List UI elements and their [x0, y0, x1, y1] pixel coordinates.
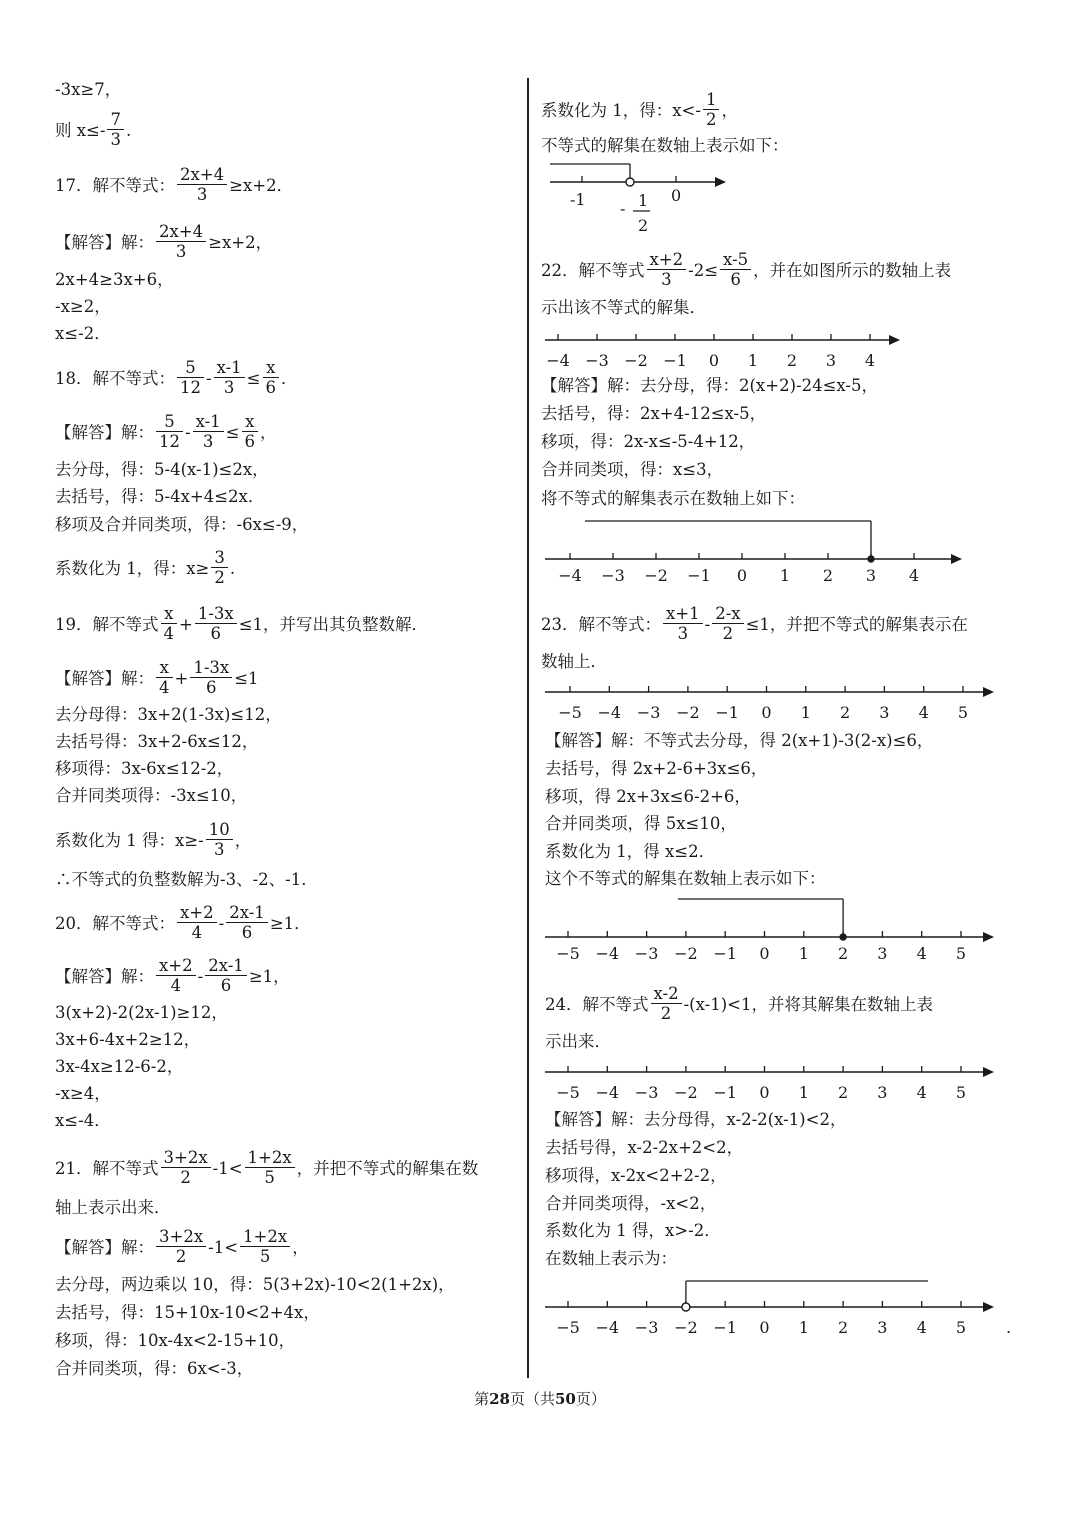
page-footer: 第28页（共50页） — [474, 1390, 606, 1408]
tick-label: -1 — [570, 190, 586, 209]
answer-20-step: 3x-4x≥12-6-2， — [55, 1057, 184, 1076]
answer-24-step: 去括号得，x-2-2x+2<2， — [545, 1138, 744, 1157]
tick-label: −3 — [634, 1083, 659, 1102]
tick-label: −1 — [713, 944, 737, 963]
answer-24-step: 合并同类项得，-x<2， — [545, 1194, 717, 1213]
answer-24-step: 在数轴上表示为： — [545, 1249, 677, 1268]
axis-arrow — [983, 932, 994, 942]
answer-23-step: 移项，得 2x+3x≤6-2+6， — [545, 787, 751, 806]
fraction: $\frac{2x+4}{3}$ — [177, 165, 227, 204]
tick-label: 2 — [822, 566, 834, 585]
column-divider — [527, 78, 529, 1378]
answer-18-step: 系数化为 1，得：x≥ $\frac{3}{2}$ . — [55, 548, 236, 587]
trailing-period: . — [1006, 1318, 1012, 1337]
axis-arrow — [951, 554, 962, 564]
tick-label: 2 — [838, 1083, 849, 1102]
tick-label: −4 — [595, 1318, 620, 1337]
answer-20-step: 3x+6-4x+2≥12， — [55, 1030, 201, 1049]
answer-21-step: 去分母，两边乘以 10，得：5(3+2x)-10<2(1+2x)， — [55, 1275, 455, 1294]
answer-19-step: 移项得：3x-6x≤12-2， — [55, 759, 234, 778]
tick-label: −2 — [674, 1083, 698, 1102]
right-line-1: 系数化为 1，得：x<- $\frac{1}{2}$ ， — [541, 90, 738, 129]
answer-19: 【解答】解： $\frac{x}{4}$ + $\frac{1-3x}{6}$ ≤1 — [55, 658, 259, 697]
tick-label: 1 — [798, 944, 809, 963]
answer-18-step: 移项及合并同类项，得：-6x≤-9， — [55, 515, 309, 534]
tick-label: 3 — [865, 566, 877, 585]
problem-21-line2: 轴上表示出来． — [55, 1198, 171, 1217]
answer-24-step: 【解答】解：去分母得，x-2-2(x-1)<2， — [545, 1110, 847, 1129]
tick-label: −1 — [713, 1083, 737, 1102]
tick-label: 4 — [864, 351, 876, 370]
tick-label: 3 — [879, 703, 890, 722]
tick-label: −1 — [715, 703, 739, 722]
answer-21-step: 移项，得：10x-4x<2-15+10， — [55, 1331, 296, 1350]
tick-label: 0 — [759, 944, 770, 963]
tick-label: −1 — [713, 1318, 737, 1337]
tick-label: −5 — [558, 703, 582, 722]
answer-22-step: 将不等式的解集表示在数轴上如下： — [541, 489, 805, 508]
problem-22-line2: 示出该不等式的解集． — [541, 298, 706, 317]
fraction: $\frac{2x+4}{3}$ — [156, 222, 206, 261]
answer-18-step: 去分母，得：5-4(x-1)≤2x， — [55, 460, 269, 479]
problem-22: 22．解不等式 $\frac{x+2}{3}$ -2≤ $\frac{x-5}{6}$ ，并在如图所示的数轴上表 — [541, 250, 952, 289]
tick-label: 0 — [671, 186, 682, 205]
tick-label: −4 — [546, 351, 570, 370]
open-endpoint — [682, 1303, 690, 1311]
tick-label: 0 — [708, 351, 720, 370]
tick-label: 1 — [638, 191, 649, 210]
tick-label: 2 — [638, 216, 649, 235]
tick-label: −3 — [585, 351, 609, 370]
answer-19-step: 系数化为 1 得：x≥- $\frac{10}{3}$ ， — [55, 820, 252, 859]
tick-label: 4 — [916, 1318, 927, 1337]
axis-arrow — [889, 335, 900, 345]
tick-label: −2 — [676, 703, 700, 722]
answer-23-step: 【解答】解：不等式去分母，得 2(x+1)-3(2-x)≤6， — [545, 731, 934, 750]
axis-arrow — [983, 1302, 994, 1312]
fraction: $\frac{7}{3}$ — [107, 110, 124, 149]
answer-18-step: 去括号，得：5-4x+4≤2x． — [55, 487, 265, 506]
tick-label: 0 — [759, 1318, 770, 1337]
tick-label: −5 — [556, 1083, 580, 1102]
number-line-24 — [540, 1058, 1000, 1104]
tick-label: −5 — [556, 1318, 580, 1337]
tick-label: 2 — [838, 944, 849, 963]
tick-label: 3 — [877, 1318, 888, 1337]
axis-arrow — [983, 687, 994, 697]
tick-label: 4 — [908, 566, 920, 585]
number-line-23 — [540, 678, 1000, 722]
tick-label: −2 — [674, 1318, 698, 1337]
answer-17: 【解答】解： $\frac{2x+4}{3}$ ≥x+2， — [55, 222, 273, 261]
tick-label: −2 — [644, 566, 668, 585]
answer-17-step: -x≥2， — [55, 297, 111, 316]
tick-label: 3 — [877, 944, 888, 963]
tick-label: 2 — [838, 1318, 849, 1337]
problem-19: 19．解不等式 $\frac{x}{4}$ + $\frac{1-3x}{6}$ ≤1，并写出其负整数解． — [55, 604, 429, 643]
right-line-2: 不等式的解集在数轴上表示如下： — [541, 136, 789, 155]
tick-label: −3 — [634, 944, 659, 963]
answer-18: 【解答】解： $\frac{5}{12}$ - $\frac{x-1}{3}$ ≤ $\frac{x}{6}$ ， — [55, 412, 277, 451]
tick-label: −1 — [687, 566, 711, 585]
answer-22-step: 去括号，得：2x+4-12≤x-5， — [541, 404, 767, 423]
tick-label: 3 — [825, 351, 837, 370]
answer-17-step: x≤-2． — [55, 324, 111, 343]
number-line-21 — [540, 158, 740, 242]
tick-label: −2 — [624, 351, 648, 370]
tick-label: 0 — [759, 1083, 770, 1102]
number-line-24-solution — [540, 1270, 1010, 1346]
page-total: 50 — [555, 1390, 576, 1408]
answer-24-step: 移项得，x-2x<2+2-2， — [545, 1166, 727, 1185]
problem-17: 17．解不等式： $\frac{2x+4}{3}$ ≥x+2． — [55, 165, 294, 204]
answer-19-step: 去分母得：3x+2(1-3x)≤12， — [55, 705, 282, 724]
tick-label: 5 — [955, 1318, 967, 1337]
answer-20-step: x≤-4． — [55, 1111, 111, 1130]
answer-23-step: 合并同类项，得 5x≤10， — [545, 814, 737, 833]
answer-19-step: 去括号得：3x+2-6x≤12， — [55, 732, 259, 751]
tick-label: −2 — [674, 944, 698, 963]
left-line-1: -3x≥7， — [55, 80, 122, 99]
tick-label: −4 — [558, 566, 582, 585]
tick-label: −4 — [595, 1083, 620, 1102]
answer-21: 【解答】解： $\frac{3+2x}{2}$ -1< $\frac{1+2x}{5}$ ， — [55, 1227, 309, 1266]
tick-label: 0 — [761, 703, 772, 722]
tick-label: 3 — [877, 1083, 888, 1102]
number-line-22 — [540, 326, 910, 370]
tick-label: 2 — [840, 703, 851, 722]
axis-arrow — [983, 1067, 994, 1077]
tick-label: 1 — [798, 1318, 809, 1337]
tick-label: −3 — [634, 1318, 659, 1337]
answer-21-step: 合并同类项，得：6x<-3， — [55, 1359, 254, 1378]
tick-label: 1 — [800, 703, 811, 722]
problem-23: 23．解不等式： $\frac{x+1}{3}$ - $\frac{2-x}{2}$ ≤1，并把不等式的解集表示在 — [541, 604, 968, 643]
answer-23-step: 系数化为 1，得 x≤2． — [545, 842, 716, 861]
answer-19-conclusion: ∴不等式的负整数解为-3、-2、-1． — [55, 870, 318, 889]
axis-arrow — [715, 177, 726, 187]
tick-label: −3 — [636, 703, 661, 722]
answer-22-step: 【解答】解：去分母，得：2(x+2)-24≤x-5， — [541, 376, 878, 395]
answer-22-step: 移项，得：2x-x≤-5-4+12， — [541, 432, 756, 451]
problem-20: 20．解不等式： $\frac{x+2}{4}$ - $\frac{2x-1}{6}$ ≥1． — [55, 903, 311, 942]
tick-label: −4 — [595, 944, 620, 963]
tick-label: 4 — [916, 1083, 927, 1102]
number-line-23-solution — [540, 893, 1000, 969]
answer-17-step: 2x+4≥3x+6， — [55, 270, 174, 289]
closed-endpoint — [840, 934, 846, 940]
tick-label: −3 — [601, 566, 625, 585]
problem-24: 24．解不等式 $\frac{x-2}{2}$ -(x-1)<1，并将其解集在数轴上表 — [545, 984, 933, 1023]
answer-24-step: 系数化为 1 得，x>-2． — [545, 1221, 721, 1240]
tick-label: −1 — [663, 351, 687, 370]
open-endpoint — [626, 178, 634, 186]
answer-19-step: 合并同类项得：-3x≤10， — [55, 786, 248, 805]
tick-label: −4 — [597, 703, 622, 722]
answer-22-step: 合并同类项，得：x≤3， — [541, 460, 724, 479]
tick-label: −5 — [556, 944, 580, 963]
tick-label: 4 — [916, 944, 927, 963]
problem-23-line2: 数轴上． — [541, 652, 607, 671]
answer-23-step: 去括号，得 2x+2-6+3x≤6， — [545, 759, 768, 778]
tick-label: 1 — [747, 351, 759, 370]
page-number: 28 — [489, 1390, 510, 1408]
answer-20: 【解答】解： $\frac{x+2}{4}$ - $\frac{2x-1}{6}$ ≥1， — [55, 956, 290, 995]
tick-label: 1 — [779, 566, 791, 585]
tick-label: - — [620, 199, 626, 218]
tick-label: 5 — [955, 944, 967, 963]
tick-label: 0 — [736, 566, 748, 585]
answer-23-step: 这个不等式的解集在数轴上表示如下： — [545, 869, 826, 888]
problem-18: 18．解不等式： $\frac{5}{12}$ - $\frac{x-1}{3}$ ≤ $\frac{x}{6}$ ． — [55, 358, 298, 397]
closed-endpoint — [868, 556, 874, 562]
number-line-22-solution — [540, 515, 970, 587]
answer-20-step: 3(x+2)-2(2x-1)≥12， — [55, 1003, 228, 1022]
tick-label: 1 — [798, 1083, 809, 1102]
left-line-2: 则 x≤- $\frac{7}{3}$ . — [55, 110, 132, 149]
answer-21-step: 去括号，得：15+10x-10<2+4x， — [55, 1303, 320, 1322]
tick-label: 5 — [955, 1083, 967, 1102]
tick-label: 5 — [957, 703, 969, 722]
tick-label: 2 — [786, 351, 798, 370]
tick-label: 4 — [918, 703, 929, 722]
problem-24-line2: 示出来． — [545, 1032, 611, 1051]
answer-20-step: -x≥4， — [55, 1084, 111, 1103]
problem-21: 21．解不等式 $\frac{3+2x}{2}$ -1< $\frac{1+2x}{5}$ ，并把不等式的解集在数 — [55, 1148, 479, 1187]
